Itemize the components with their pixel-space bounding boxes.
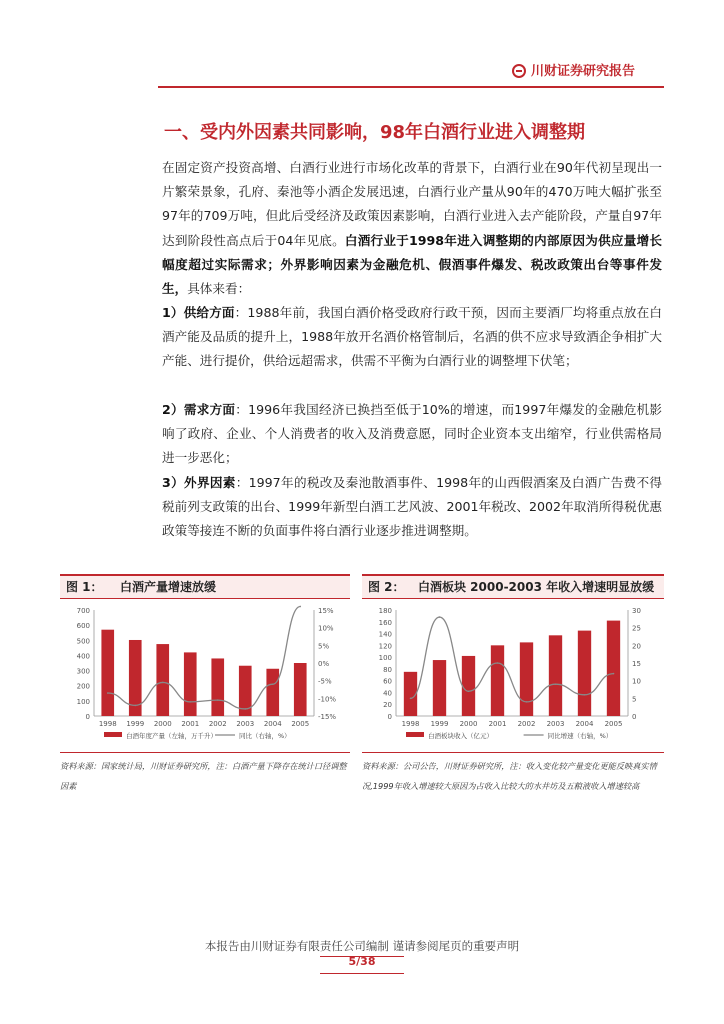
- section-title: 一、受内外因素共同影响，98年白酒行业进入调整期: [164, 122, 586, 143]
- x-tick-label: 2001: [488, 720, 507, 728]
- line-point: [134, 705, 136, 707]
- supply-paragraph: [162, 301, 662, 374]
- left-tick-label: 40: [383, 689, 392, 698]
- page-rule-bottom: [320, 973, 404, 974]
- figure2-rule: [362, 752, 664, 753]
- right-tick-label: 10%: [318, 624, 334, 633]
- right-tick-label: 0%: [318, 660, 330, 668]
- figure2-header: [362, 574, 664, 599]
- x-tick-label: 1998: [98, 720, 117, 728]
- legend-bar-label: 白酒板块收入（亿元）: [428, 732, 493, 740]
- right-tick-label: -10%: [318, 695, 337, 704]
- line-point: [468, 690, 470, 692]
- left-tick-label: 0: [387, 713, 392, 721]
- figure1-label: 图 1：: [66, 580, 103, 594]
- supply-text: ：1988年前，我国白酒价格受政府行政干预，因而主要酒厂均将重点放在白酒产能及品质的提升上，1988年放开名酒价格管制后，名酒的供不应求导致酒企争相扩大产能、进行提价，供给远超需求，供需不平衡为白酒行业的调整埋下伏笔；: [162, 305, 662, 369]
- bar: [433, 660, 446, 716]
- bar: [211, 658, 224, 716]
- x-tick-label: 2001: [181, 720, 200, 728]
- left-tick-label: 300: [76, 667, 90, 676]
- right-tick-label: 10: [632, 677, 641, 686]
- logo-icon: [512, 64, 526, 78]
- x-tick-label: 2005: [604, 720, 623, 728]
- right-tick-label: 20: [632, 642, 641, 651]
- brand-name: 川财证券研究报告: [531, 64, 636, 79]
- external-paragraph: [162, 471, 662, 544]
- line-point: [613, 673, 615, 675]
- bar: [184, 652, 197, 716]
- supply-label: 1）供给方面: [162, 305, 235, 320]
- legend-bar-label: 白酒年度产量（左轴，万千升）: [126, 732, 217, 740]
- left-tick-label: 700: [76, 607, 90, 615]
- intro-text: 在固定资产投资高增、白酒行业进行市场化改革的背景下，白酒行业在90年代初呈现出一片繁荣景象，孔府、秦池等小酒企发展迅速，白酒行业产量从90年的470万吨大幅扩张至97年的709万吨，但此后受经济及政策因素影响，白酒行业进入去产能阶段，产量自97年达到阶段性高点后于04年见底。: [162, 160, 662, 248]
- left-tick-label: 60: [383, 677, 392, 686]
- left-tick-label: 140: [378, 630, 392, 639]
- left-tick-label: 20: [383, 701, 392, 710]
- right-tick-label: -5%: [318, 677, 332, 686]
- right-tick-label: 25: [632, 624, 641, 633]
- x-tick-label: 1999: [430, 720, 449, 728]
- line-point: [244, 708, 246, 710]
- bar: [156, 644, 169, 716]
- bar: [101, 630, 114, 716]
- page-number: 5/38: [348, 955, 376, 968]
- figure2-title: 白酒板块 2000-2003 年收入增速明显放缓: [418, 580, 655, 594]
- line-point: [410, 698, 412, 700]
- line-point: [272, 683, 274, 685]
- right-tick-label: 30: [632, 607, 641, 615]
- demand-paragraph: [162, 398, 662, 471]
- right-tick-label: 5: [632, 695, 637, 704]
- figure1-rule: [60, 752, 350, 753]
- line-point: [299, 606, 301, 608]
- legend-line-label: 同比增速（右轴，%）: [547, 732, 613, 740]
- left-tick-label: 100: [76, 697, 90, 706]
- left-tick-label: 400: [76, 652, 90, 661]
- bar: [520, 642, 533, 716]
- line-point: [555, 683, 557, 685]
- left-tick-label: 160: [378, 618, 392, 627]
- bar: [294, 663, 307, 716]
- left-tick-label: 120: [378, 642, 392, 651]
- x-tick-label: 2003: [546, 720, 565, 728]
- bar: [578, 631, 591, 716]
- bar: [549, 635, 562, 716]
- figure1-header: [60, 574, 350, 599]
- x-tick-label: 2000: [153, 720, 172, 728]
- x-tick-label: 2003: [236, 720, 255, 728]
- x-tick-label: 2004: [263, 720, 282, 728]
- footer-disclaimer: 本报告由川财证券有限责任公司编制 谨请参阅尾页的重要声明: [204, 939, 520, 953]
- left-tick-label: 80: [383, 665, 392, 674]
- line-point: [584, 694, 586, 696]
- x-tick-label: 2005: [291, 720, 310, 728]
- demand-text: ：1996年我国经济已换挡至低于10%的增速，而1997年爆发的金融危机影响了政府、企业、个人消费者的收入及消费意愿，同时企业资本支出缩窄，行业供需格局进一步恶化；: [162, 402, 663, 466]
- x-tick-label: 2000: [459, 720, 478, 728]
- brand-logo: [512, 60, 635, 79]
- figure1-source: 资料来源：国家统计局，川财证券研究所，注：白酒产量下降存在统计口径调整因素: [60, 761, 347, 791]
- figure2-source: 资料来源：公司公告，川财证券研究所，注：收入变化较产量变化更能反映真实情况,1999年收入增速较大原因为占收入比较大的水井坊及五粮液收入增速较高: [362, 761, 657, 791]
- left-tick-label: 500: [76, 637, 90, 646]
- right-tick-label: 15: [632, 660, 641, 668]
- right-tick-label: -15%: [318, 713, 337, 721]
- line-point: [439, 616, 441, 618]
- x-tick-label: 1998: [401, 720, 420, 728]
- bar: [491, 645, 504, 716]
- figure2-chart: [362, 600, 664, 750]
- right-tick-label: 5%: [318, 642, 330, 651]
- left-tick-label: 0: [85, 713, 90, 721]
- legend-bar-swatch: [406, 732, 424, 737]
- left-tick-label: 180: [378, 607, 392, 615]
- right-tick-label: 15%: [318, 607, 334, 615]
- external-text: ：1997年的税改及秦池散酒事件、1998年的山西假酒案及白酒广告费不得税前列支政策的出台、1999年新型白酒工艺风波、2001年税改、2002年取消所得税优惠政策等接连不断的负面事件将白酒行业逐步推进调整期。: [162, 475, 662, 539]
- bar: [266, 669, 279, 716]
- left-tick-label: 100: [378, 654, 392, 663]
- line-point: [217, 699, 219, 701]
- intro-paragraph: [162, 156, 662, 301]
- x-tick-label: 2004: [575, 720, 594, 728]
- left-tick-label: 600: [76, 622, 90, 631]
- line-point: [162, 682, 164, 684]
- line-point: [497, 662, 499, 664]
- x-tick-label: 1999: [126, 720, 145, 728]
- legend-bar-swatch: [104, 732, 122, 737]
- bar: [462, 656, 475, 716]
- right-tick-label: 0: [632, 713, 637, 721]
- x-tick-label: 2002: [517, 720, 536, 728]
- bar: [607, 621, 620, 716]
- figure1-title: 白酒产量增速放缓: [120, 580, 217, 594]
- intro-tail: 具体来看：: [187, 281, 251, 297]
- figure2-label: 图 2：: [368, 580, 405, 594]
- line-point: [107, 692, 109, 694]
- left-tick-label: 200: [76, 682, 90, 691]
- external-label: 3）外界因素: [162, 475, 236, 490]
- line-point: [189, 701, 191, 703]
- demand-label: 2）需求方面: [162, 402, 236, 417]
- legend-line-label: 同比（右轴，%）: [239, 732, 291, 740]
- figure1-chart: [60, 600, 350, 750]
- intro-emphasis: 白酒行业于1998年进入调整期的内部原因为供应量增长幅度超过实际需求；外界影响因素为金融危机、假酒事件爆发、税改政策出台等事件发生，: [162, 232, 662, 297]
- header-rule: [158, 86, 664, 88]
- line-point: [526, 701, 528, 703]
- x-tick-label: 2002: [208, 720, 227, 728]
